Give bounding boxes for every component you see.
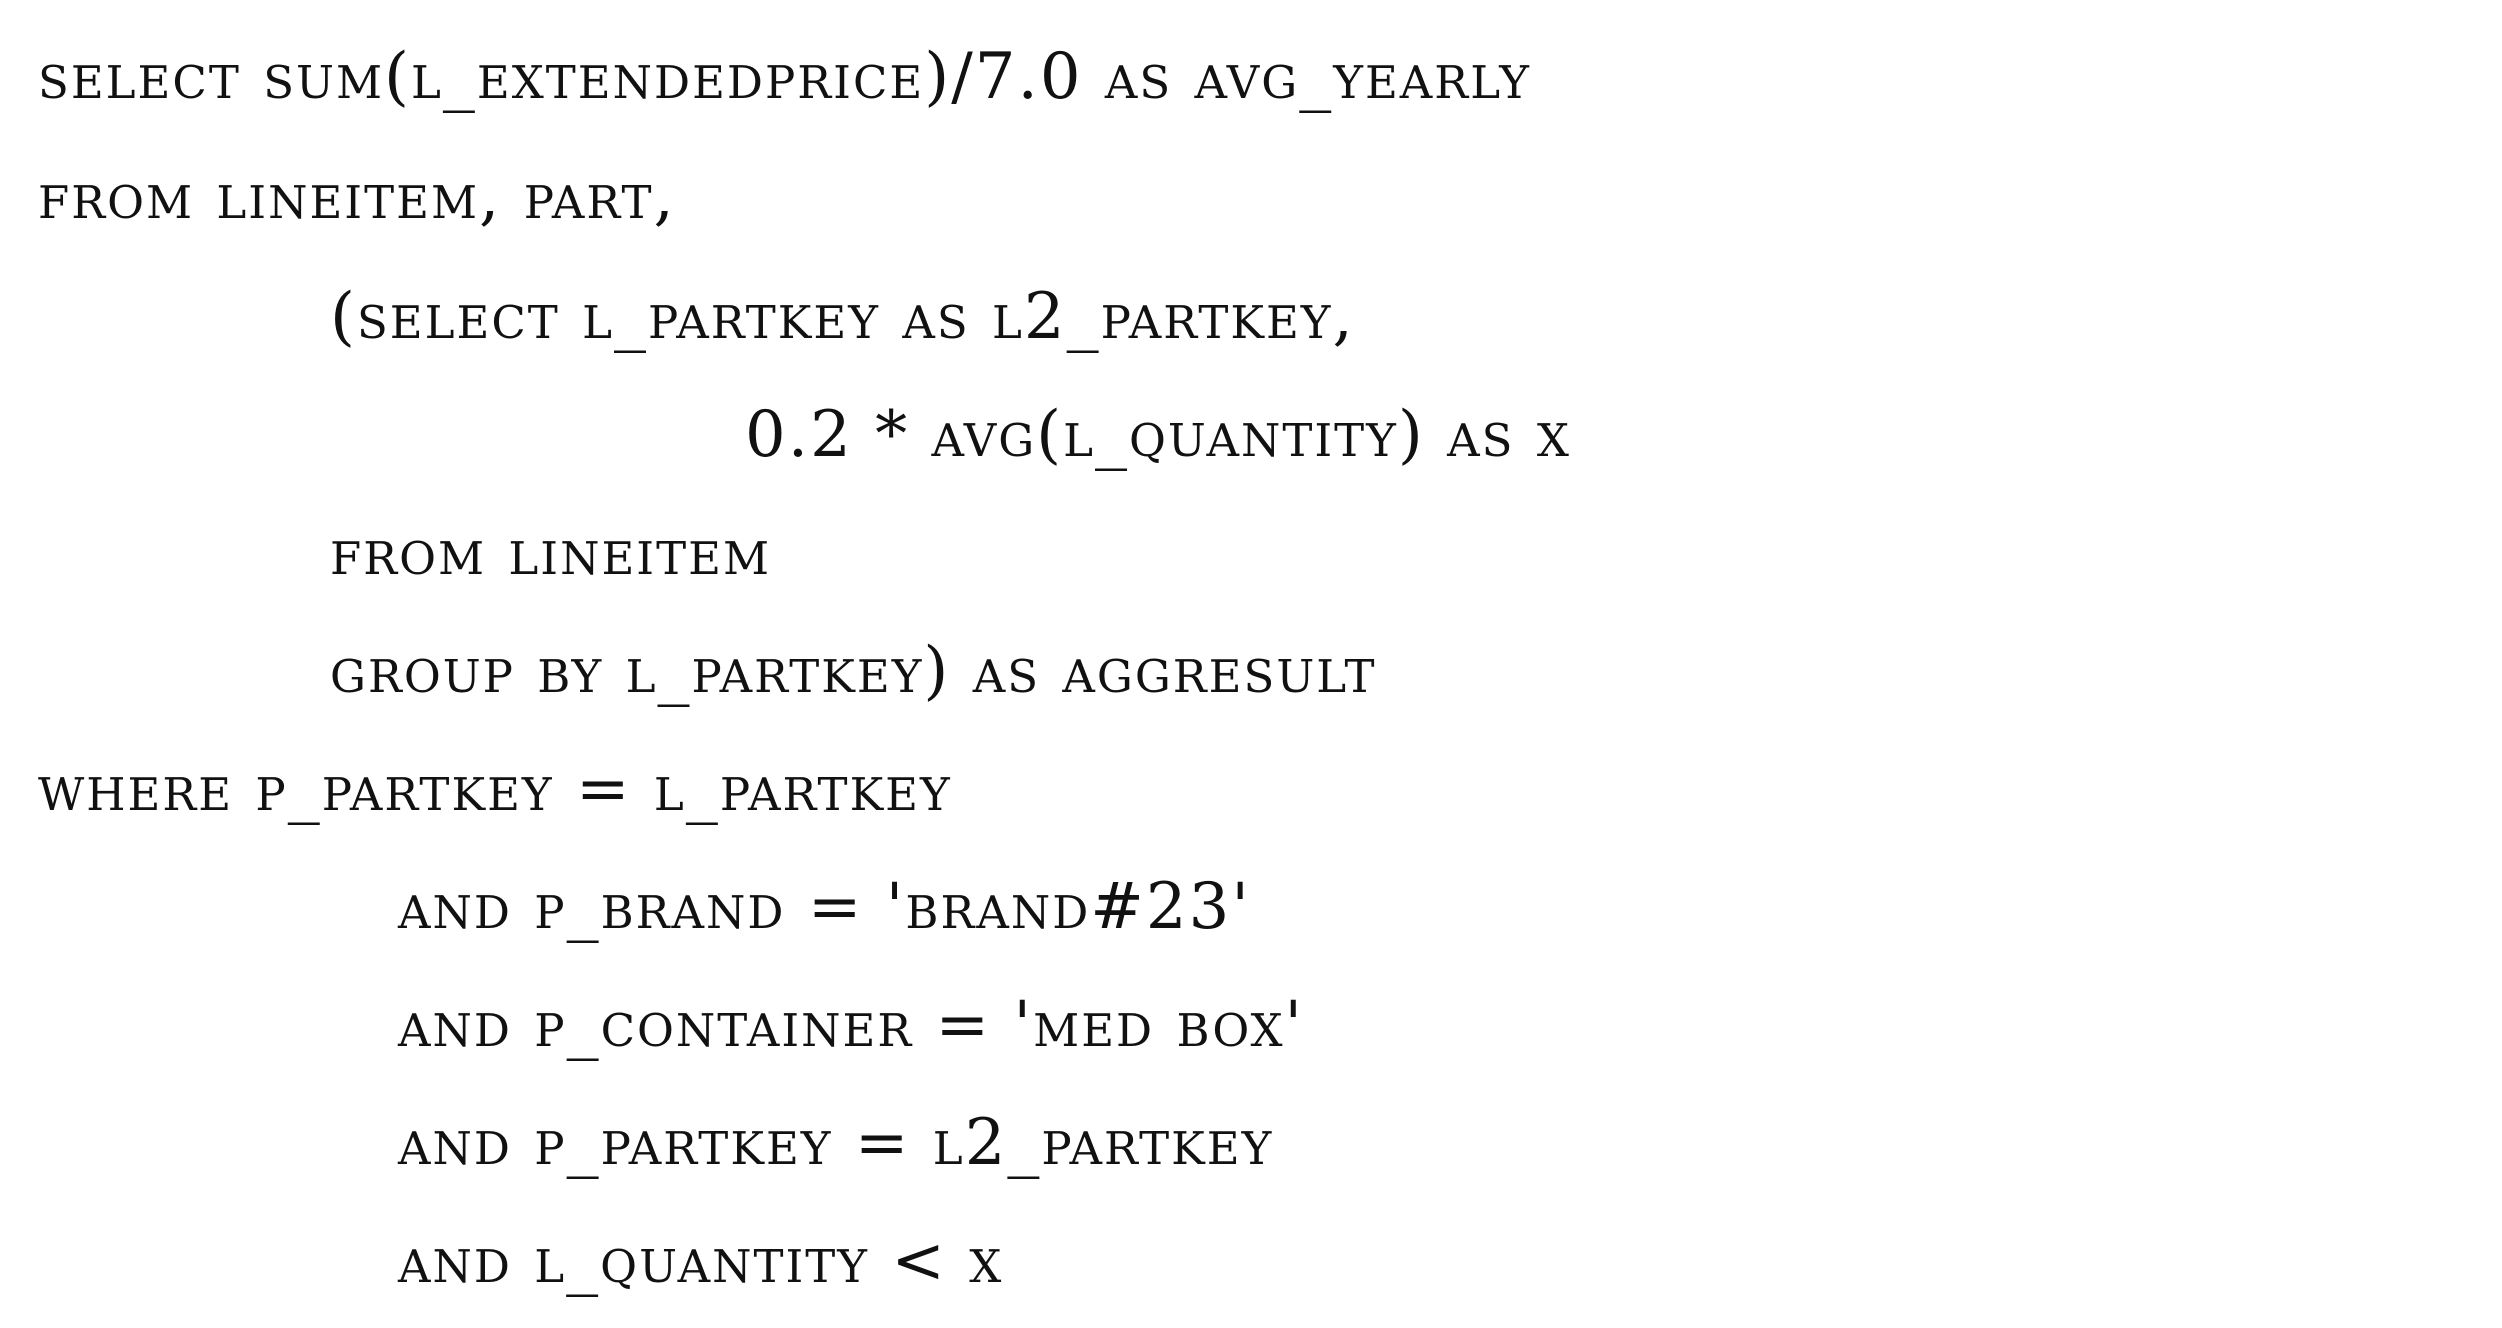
sql-line-subquery-aggregate — [0, 376, 1571, 494]
sql-line-text: 0.2 * avg(l_quantity) as x — [745, 398, 1571, 472]
sql-line-subquery-from — [0, 494, 771, 612]
sql-line-text: and p_brand = 'brand#23' — [398, 870, 1251, 944]
sql-line-select — [0, 18, 1531, 136]
sql-line-from — [0, 138, 676, 256]
sql-line-and-partkey — [0, 1084, 1273, 1202]
sql-line-text: and p_container = 'med box' — [398, 988, 1305, 1062]
sql-line-text: and l_quantity < x — [398, 1224, 1004, 1298]
sql-line-text: where p_partkey = l_partkey — [38, 752, 952, 826]
sql-line-and-container — [0, 966, 1304, 1084]
sql-line-where — [0, 730, 952, 848]
sql-line-and-quantity — [0, 1202, 1003, 1320]
sql-line-text: (select l_partkey as l2_partkey, — [330, 280, 1355, 354]
sql-line-subquery-select — [0, 258, 1355, 376]
sql-line-subquery-group-by — [0, 612, 1377, 730]
sql-line-text: from lineitem — [330, 516, 772, 590]
sql-line-text: from lineitem, part, — [38, 160, 676, 234]
sql-line-text: and p_partkey = l2_partkey — [398, 1106, 1274, 1180]
sql-line-and-brand — [0, 848, 1251, 966]
sql-line-text: group by l_partkey) as aggresult — [330, 634, 1377, 708]
sql-line-text: select sum(l_extendedprice)/7.0 as avg_yearly — [38, 40, 1531, 114]
